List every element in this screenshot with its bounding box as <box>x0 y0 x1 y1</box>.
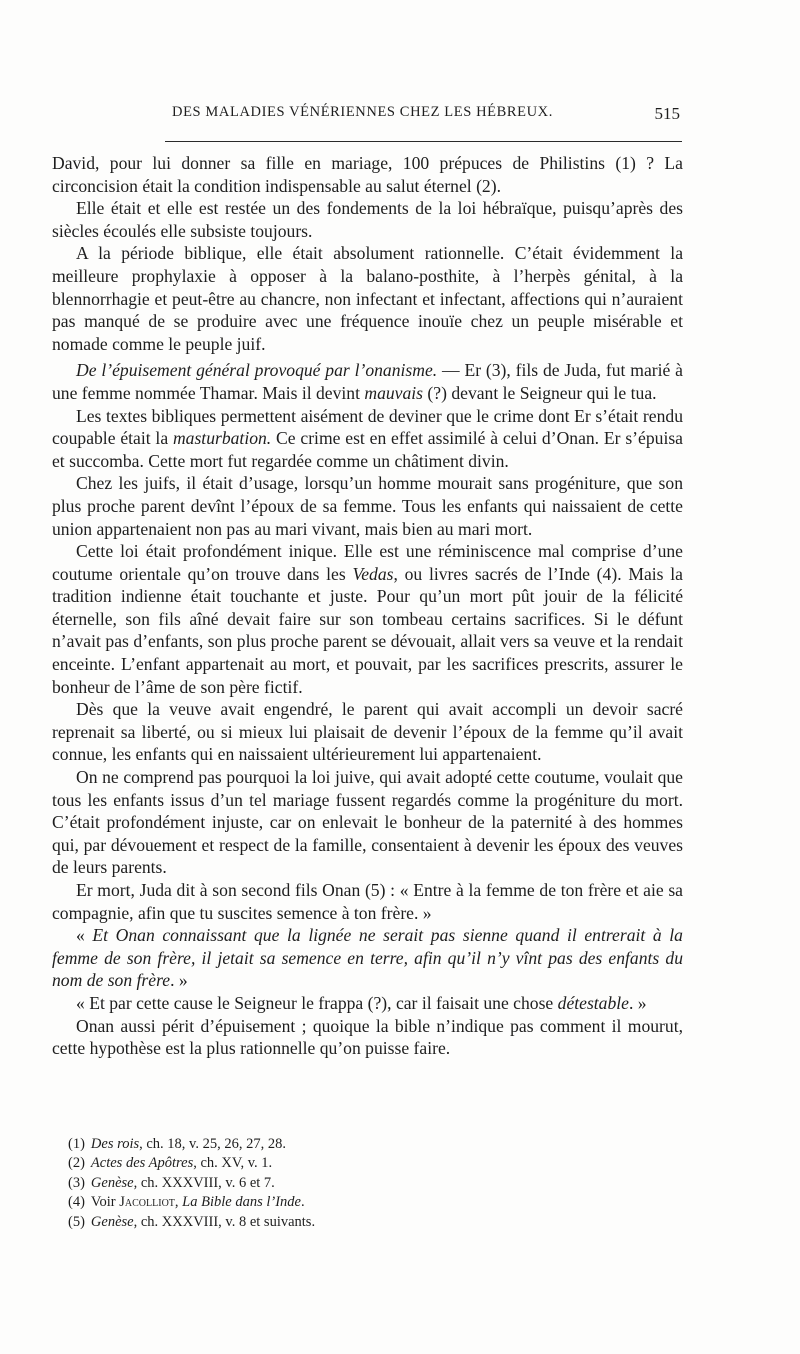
paragraph <box>52 766 683 879</box>
text-run: , ch. XV, v. 1. <box>193 1155 273 1172</box>
footnotes <box>68 1135 668 1232</box>
text-run: (?) devant le Seigneur qui le tua. <box>423 382 657 403</box>
italic-text: Des rois <box>90 1136 140 1152</box>
text-run: Jacolliot <box>119 1194 175 1211</box>
page-number: 515 <box>654 104 680 123</box>
paragraph <box>52 152 683 197</box>
text-run: Dès que la veuve avait engendré, le parent qui avait accompli un devoir sacré reprenait sa liberté, ou si mieux lui plaisait de devenir l’époux de la femme qu’il avait connue, les enfants qui en naissaient ultérieurement lui appartenaient. <box>52 699 683 765</box>
paragraph <box>52 992 683 1015</box>
italic-text: La Bible dans l’Inde <box>182 1194 301 1211</box>
text-run: — Er (3), fils de Juda, fut marié à une femme nommée Thamar. Mais il devint <box>52 360 683 403</box>
text-run: , ch. XXXVIII, v. 6 et 7. <box>133 1174 275 1191</box>
italic-text: Actes des Apôtres <box>90 1155 194 1172</box>
footnote-number: (5) <box>68 1213 85 1230</box>
footnote <box>68 1154 668 1173</box>
footnote-number: (2) <box>68 1155 85 1172</box>
paragraph <box>52 197 683 242</box>
text-run: . » <box>170 970 188 991</box>
text-run: David, pour lui donner sa fille en mariage, 100 prépuces de Philistins (1) ? La circoncision était la condition indispensable au salut éternel (2). <box>52 153 683 196</box>
paragraph <box>52 879 683 924</box>
footnote-number: (1) <box>68 1136 85 1152</box>
footnote <box>68 1213 668 1232</box>
paragraph <box>52 1015 683 1060</box>
text-run: Voir <box>90 1194 120 1211</box>
italic-text: Genèse <box>90 1213 134 1230</box>
text-run: « <box>76 925 93 946</box>
footnote <box>68 1193 668 1212</box>
header-rule <box>165 141 682 142</box>
text-run: Les textes bibliques permettent aisément de deviner que le crime dont Er s’était rendu coupable était la <box>52 405 683 449</box>
text-run: Elle était et elle est restée un des fondements de la loi hébraïque, puisqu’après des siècles écoulés elle subsiste toujours. <box>52 198 683 241</box>
text-run: « Et par cette cause le Seigneur le frappa (?), car il faisait une chose <box>76 992 558 1013</box>
paragraph <box>52 359 683 404</box>
footnote <box>68 1135 668 1154</box>
text-run: Onan aussi périt d’épuisement ; quoique la bible n’indique pas comment il mourut, cette hypothèse est la plus rationnelle qu’on puisse faire. <box>52 1015 683 1059</box>
text-run: , ch. XXXVIII, v. 8 et suivants. <box>133 1213 316 1230</box>
paragraph <box>52 540 683 698</box>
italic-text: Et Onan connaissant que la lignée ne serait pas sienne quand il entrerait à la femme de son frère, il jetait sa semence en terre, afin qu’il n’y vînt pas des enfants du nom de son frère <box>52 925 683 991</box>
italic-text: masturbation. <box>172 428 272 449</box>
text-run: A la période biblique, elle était absolument rationnelle. C’était évidemment la meilleure prophylaxie à opposer à la balano-posthite, à l’herpès génital, à la blennorrhagie et peut-être au chancre, non infectant et infectant, affections qui n’auraient pas manqué de se produire avec une fréquence inouïe chez un peuple misérable et nomade comme le peuple juif. <box>52 243 683 354</box>
footnote-number: (3) <box>68 1174 85 1191</box>
italic-text: De l’épuisement général provoqué par l’onanisme. <box>76 360 438 381</box>
paragraph <box>52 242 683 355</box>
text-run: . <box>300 1194 305 1211</box>
text-run: . » <box>628 992 647 1013</box>
paragraph <box>52 405 683 473</box>
italic-text: Genèse <box>90 1174 134 1191</box>
text-run: Cette loi était profondément inique. Elle est une réminiscence mal comprise d’une coutume orientale qu’on trouve dans les <box>52 541 683 584</box>
text-run: , ou livres sacrés de l’Inde (4). Mais la tradition indienne était touchante et juste. Pour qu’un mort pût jouir de la félicité éternelle, son fils aîné devait faire sur son tombeau certains sacrifices. Si le défunt n’avait pas d’enfants, son plus proche parent se dévouait, allait vers sa veuve et la rendait enceinte. L’enfant appartenait au mort, et pouvait, par les sacrifices prescrits, assurer le bonheur de l’âme de son père fictif. <box>52 563 683 697</box>
paragraph <box>52 698 683 766</box>
italic-text: Vedas <box>352 563 394 584</box>
text-run: Ce crime est en effet assimilé à celui d’Onan. Er s’épuisa et succomba. Cette mort fut regardée comme un châtiment divin. <box>52 428 683 471</box>
body-text <box>52 152 683 1060</box>
italic-text: détestable <box>557 992 629 1013</box>
footnote <box>68 1174 668 1193</box>
text-run: Er mort, Juda dit à son second fils Onan (5) : « Entre à la femme de ton frère et aie sa compagnie, afin que tu suscites semence à ton frère. » <box>52 880 683 923</box>
text-run: Chez les juifs, il était d’usage, lorsqu’un homme mourait sans progéniture, que son plus proche parent devînt l’époux de sa femme. Tous les enfants qui naissaient de cette union appartenaient non pas au mari vivant, mais bien au mari mort. <box>52 473 683 539</box>
paragraph <box>52 472 683 540</box>
running-title: DES MALADIES VÉNÉRIENNES CHEZ LES HÉBREUX. <box>172 104 553 120</box>
paragraph <box>52 924 683 992</box>
text-run: , ch. 18, v. 25, 26, 27, 28. <box>139 1136 286 1152</box>
text-run: On ne comprend pas pourquoi la loi juive, qui avait adopté cette coutume, voulait que tous les enfants issus d’un tel mariage fussent regardés comme la progéniture du mort. C’était profondément injuste, car on enlevait le bonheur de la paternité à des hommes qui, par dévouement et respect de la famille, consentaient à devenir les époux des veuves de leurs parents. <box>52 767 683 878</box>
text-run: , <box>174 1194 183 1211</box>
footnote-number: (4) <box>68 1194 85 1211</box>
italic-text: mauvais <box>364 382 424 403</box>
running-header <box>52 104 680 128</box>
